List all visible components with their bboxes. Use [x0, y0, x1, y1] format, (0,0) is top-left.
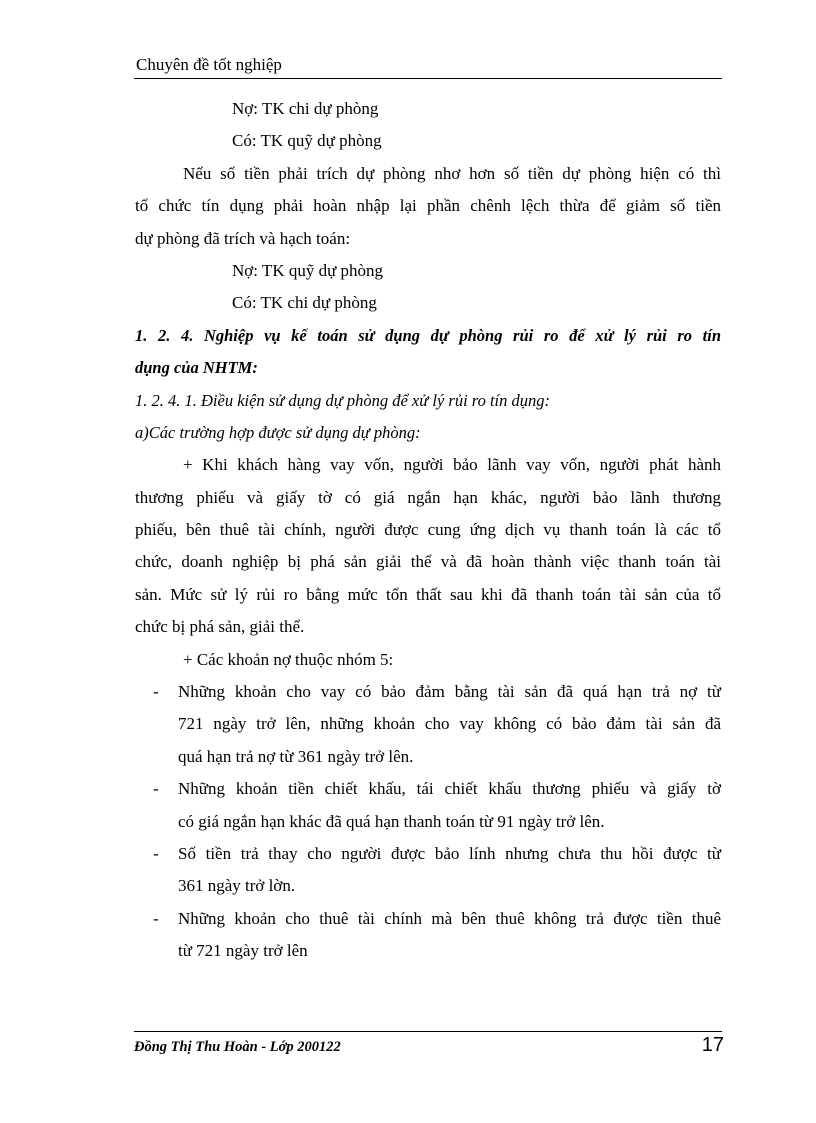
page-number: 17 — [701, 1034, 724, 1056]
paragraph-line: dự phòng đã trích và hạch toán: — [135, 228, 351, 248]
list-item-cont: 361 ngày trở lờn. — [178, 876, 296, 896]
entry-debit: Nợ: TK chi dự phòng — [232, 99, 379, 118]
entry-credit: Có: TK chi dự phòng — [232, 293, 377, 313]
list-item — [135, 903, 721, 935]
paragraph-line: tổ chức tín dụng phải hoàn nhập lại phần chênh lệch thừa để giảm số tiền — [135, 196, 721, 216]
footer-author: Đồng Thị Thu Hoàn - Lớp 200122 — [134, 1039, 341, 1055]
entry-debit: Nợ: TK quỹ dự phòng — [232, 260, 384, 280]
subsection-item-heading: a)Các trường hợp được sử dụng dự phòng: — [135, 422, 421, 442]
section-heading: 1. 2. 4. Nghiệp vụ kế toán sử dụng dự phòng rủi ro để xử lý rủi ro tín — [135, 325, 721, 345]
list-item-cont: 721 ngày trở lên, những khoản cho vay không có bảo đảm tài sản đã — [178, 714, 721, 734]
paragraph-line: chức, doanh nghiệp bị phá sản giải thể và đã hoàn thành việc thanh toán tài — [135, 552, 721, 572]
paragraph-line: Nếu số tiền phải trích dự phòng nhơ hơn số tiền dự phòng hiện có thì — [183, 163, 721, 183]
page-footer — [134, 1031, 722, 1062]
subsection-heading: 1. 2. 4. 1. Điều kiện sử dụng dự phòng để xử lý rủi ro tín dụng: — [135, 390, 551, 410]
paragraph-line: chức bị phá sản, giải thể. — [135, 617, 305, 637]
paragraph-line: + Khi khách hàng vay vốn, người bảo lãnh vay vốn, người phát hành — [183, 455, 721, 475]
list-item-cont: quá hạn trả nợ từ 361 ngày trở lên. — [178, 746, 414, 766]
bullet-dash: - — [153, 908, 159, 928]
list-item-cont: từ 721 ngày trở lên — [178, 941, 308, 961]
list-item-cont: có giá ngắn hạn khác đã quá hạn thanh toán từ 91 ngày trở lên. — [178, 811, 605, 831]
paragraph-line: sản. Mức sử lý rủi ro bằng mức tổn thất sau khi đã thanh toán tài sản của tổ — [135, 584, 721, 604]
section-heading-cont: dụng của NHTM: — [135, 358, 258, 378]
paragraph-line: thương phiếu và giấy tờ có giá ngắn hạn khác, người bảo lãnh thương — [135, 487, 721, 507]
bullet-dash: - — [153, 843, 159, 863]
page-header — [134, 52, 722, 79]
list-item-text: Những khoản cho vay có bảo đảm bằng tài sản đã quá hạn trả nợ từ — [178, 682, 721, 702]
list-item — [135, 676, 721, 708]
entry-credit: Có: TK quỹ dự phòng — [232, 131, 382, 151]
header-title: Chuyên đề tốt nghiệp — [136, 55, 282, 74]
list-item — [135, 838, 721, 870]
paragraph-line: + Các khoản nợ thuộc nhóm 5: — [183, 649, 394, 669]
list-item — [135, 773, 721, 805]
document-body — [135, 93, 721, 968]
list-item-text: Số tiền trả thay cho người được bảo lính nhưng chưa thu hồi được từ — [178, 843, 721, 863]
list-item-text: Những khoản tiền chiết khấu, tái chiết khấu thương phiếu và giấy tờ — [178, 779, 721, 799]
list-item-text: Những khoản cho thuê tài chính mà bên thuê không trả được tiền thuê — [178, 908, 721, 928]
paragraph-line: phiếu, bên thuê tài chính, người được cung ứng dịch vụ thanh toán là các tổ — [135, 520, 721, 540]
bullet-dash: - — [153, 682, 159, 702]
bullet-dash: - — [153, 779, 159, 799]
